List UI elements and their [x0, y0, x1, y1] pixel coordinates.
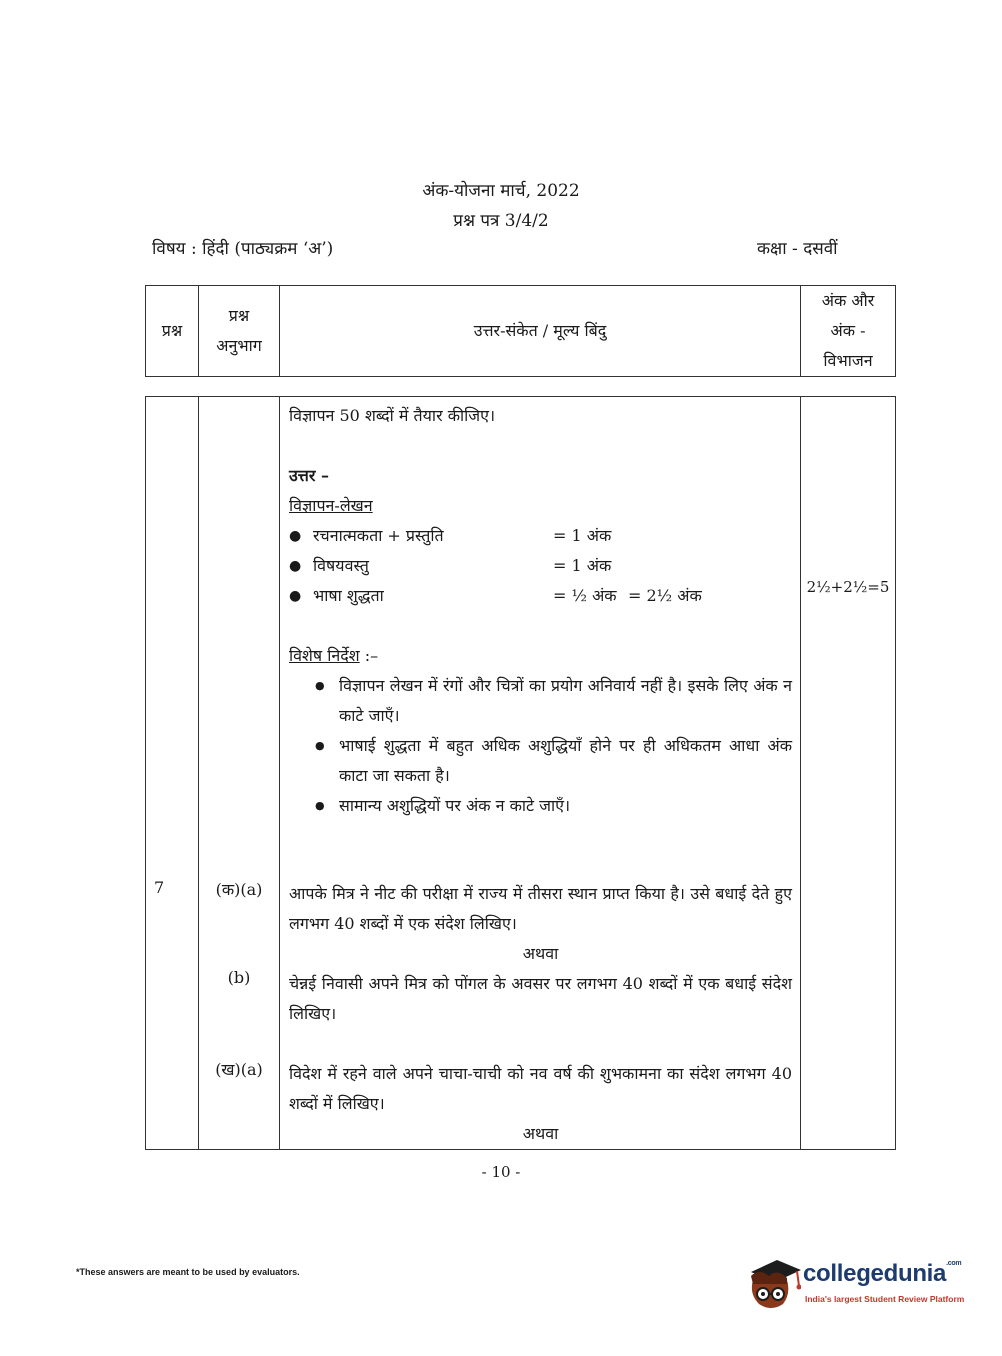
section-title: विज्ञापन-लेखन: [289, 496, 373, 515]
answer-label: उत्तर –: [289, 466, 329, 485]
question-ka-a-text: आपके मित्र ने नीट की परीक्षा में राज्य में तीसरा स्थान प्राप्त किया है। उसे बधाई देते हुए लगभग 40 शब्दों में एक संदेश लिखिए।: [289, 884, 792, 933]
header-marks: अंक और अंक - विभाजन: [801, 286, 896, 377]
document-title: अंक-योजना मार्च, 2022: [422, 181, 580, 201]
brand-name: collegedunia$^{.com}$: [803, 1260, 962, 1287]
intro-text: विज्ञापन 50 शब्दों में तैयार कीजिए।: [289, 406, 496, 425]
page-number: - 10 -: [481, 1163, 521, 1181]
table-header: [145, 285, 896, 377]
bullet-icon: ●: [289, 588, 302, 604]
header-answer: उत्तर-संकेत / मूल्य बिंदु: [280, 286, 801, 377]
criteria-name: भाषा शुद्धता: [313, 586, 384, 605]
paper-code: प्रश्न पत्र 3/4/2: [453, 211, 549, 231]
list-item: ● भाषाई शुद्धता में बहुत अधिक अशुद्धियाँ होने पर ही अधिकतम आधा अंक काटा जा सकता है।: [315, 731, 792, 791]
list-item: ● सामान्य अशुद्धियों पर अंक न काटे जाएँ।: [315, 791, 792, 821]
criteria-row: [289, 521, 792, 551]
answer-cell: [280, 397, 801, 1150]
notes-heading: विशेष निर्देश :–: [289, 646, 379, 665]
criteria-name: रचनात्मकता + प्रस्तुति: [313, 526, 444, 545]
mascot-icon: [745, 1254, 801, 1314]
marks-distribution: 2½+2½=5: [806, 578, 890, 596]
criteria-name: विषयवस्तु: [313, 556, 369, 575]
class-label: कक्षा - दसवीं: [757, 239, 838, 259]
or-separator: अथवा: [522, 1124, 559, 1143]
criteria-row: [289, 551, 792, 581]
notes-list: [289, 671, 792, 821]
or-separator: अथवा: [522, 944, 559, 963]
subject-label: विषय : हिंदी (पाठ्यक्रम ‘अ’): [152, 239, 334, 259]
part-ka-a: (क)(a): [215, 880, 263, 899]
question-number: 7: [154, 878, 165, 897]
criteria-value: = ½ अंक: [553, 586, 617, 605]
criteria-value: = 1 अंक: [553, 526, 612, 545]
criteria-total: = 2½ अंक: [628, 586, 702, 605]
question-ka-b-text: चेन्नई निवासी अपने मित्र को पोंगल के अवसर पर लगभग 40 शब्दों में एक बधाई संदेश लिखिए।: [289, 974, 792, 1023]
bullet-icon: ●: [289, 558, 302, 574]
question-kha-a-text: विदेश में रहने वाले अपने चाचा-चाची को नव वर्ष की शुभकामना का संदेश लगभग 40 शब्दों में लिखिए।: [289, 1064, 792, 1113]
footer-note: *These answers are meant to be used by evaluators.: [76, 1267, 300, 1277]
marks-cell: [801, 397, 896, 1150]
header-question: प्रश्न: [146, 286, 199, 377]
part-cell: [199, 397, 280, 1150]
answer-table: [145, 396, 896, 1150]
collegedunia-logo: [745, 1250, 970, 1320]
brand-tagline: India's largest Student Review Platform: [805, 1294, 965, 1304]
header-part: प्रश्न अनुभाग: [199, 286, 280, 377]
bullet-icon: ●: [289, 528, 302, 544]
criteria-value: = 1 अंक: [553, 556, 612, 575]
part-kha-a: (ख)(a): [215, 1060, 263, 1079]
question-number-cell: [146, 397, 199, 1150]
part-ka-b: (b): [227, 968, 251, 987]
list-item: ● विज्ञापन लेखन में रंगों और चित्रों का प्रयोग अनिवार्य नहीं है। इसके लिए अंक न काटे जाएँ।: [315, 671, 792, 731]
criteria-row: [289, 581, 792, 611]
